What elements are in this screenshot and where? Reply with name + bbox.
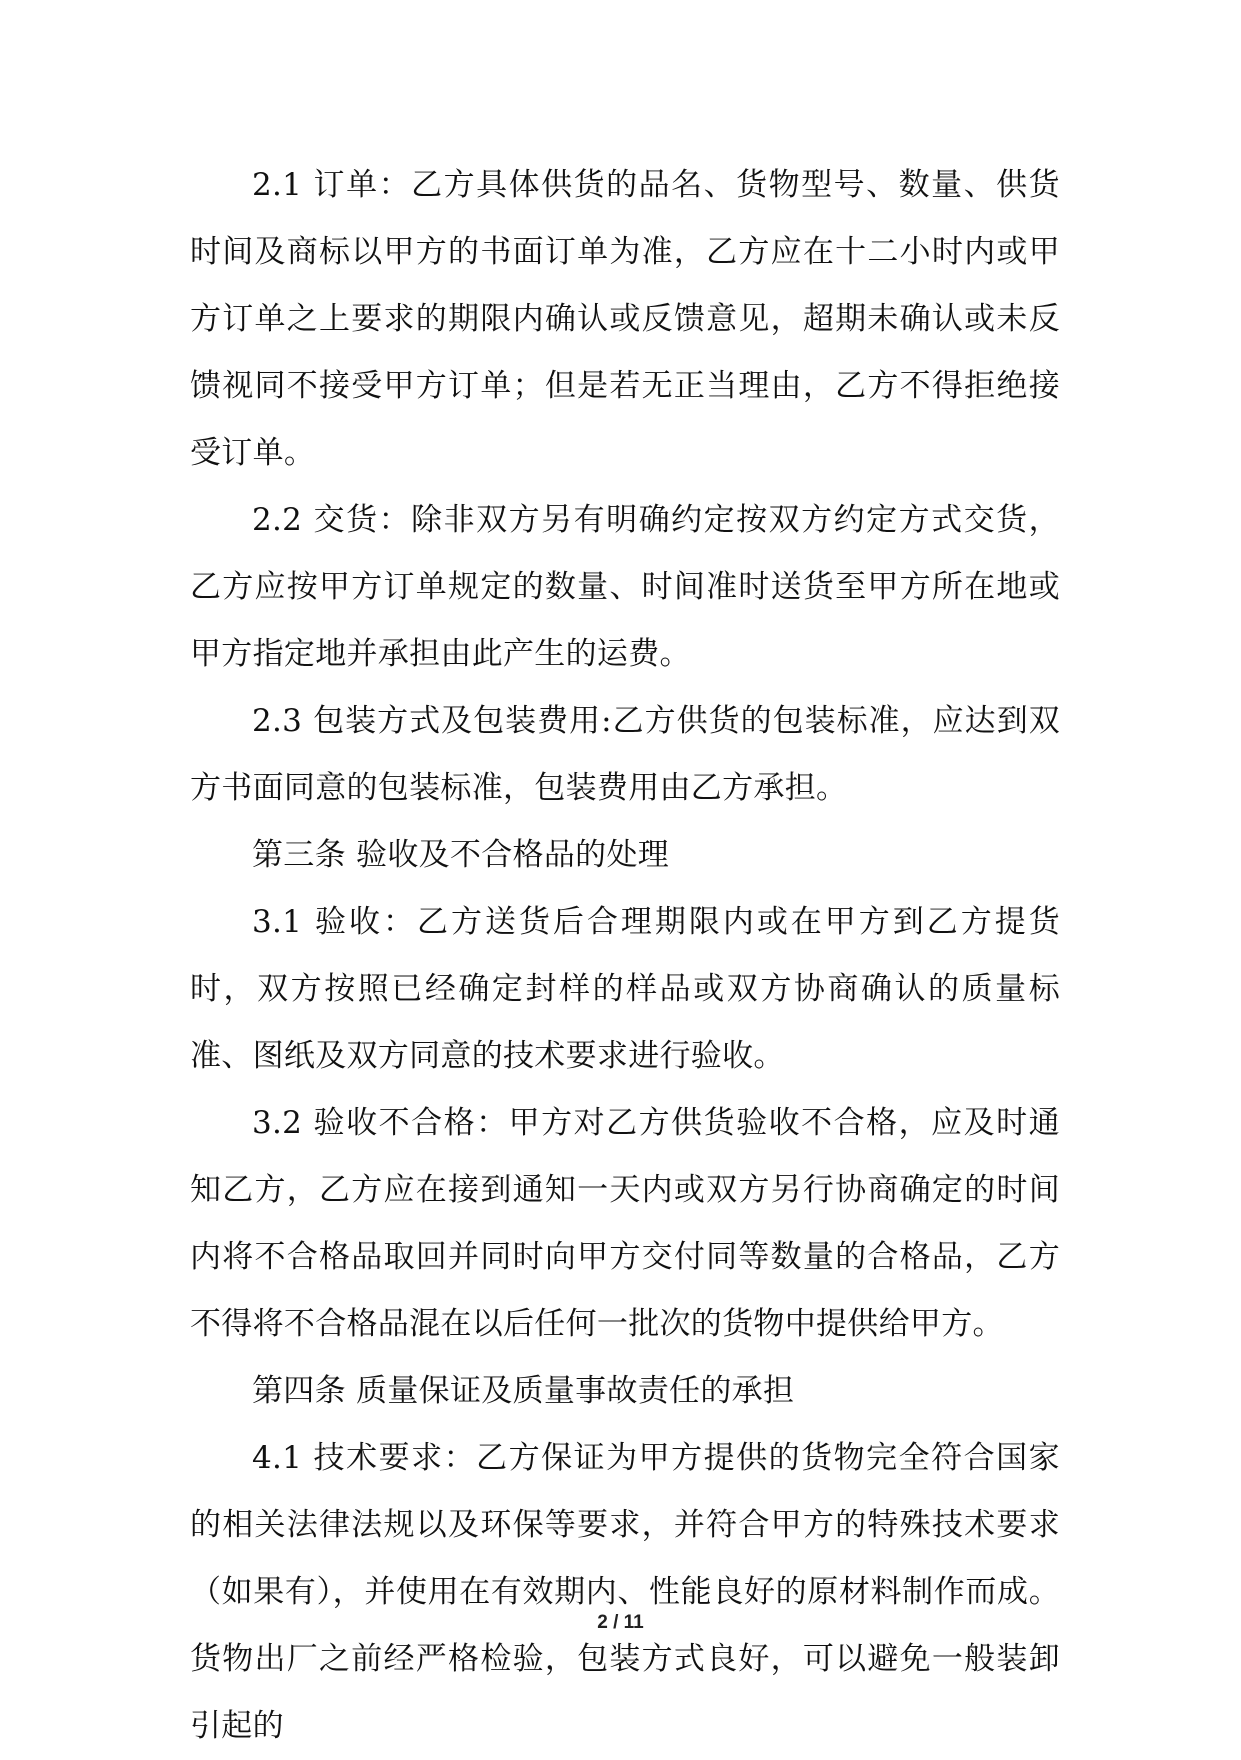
paragraph-3-2-nonconforming: 3.2 验收不合格：甲方对乙方供货验收不合格，应及时通知乙方，乙方应在接到通知一天内或双方另行协商确定的时间内将不合格品取回并同时向甲方交付同等数量的合格品，乙方不得将不合格品混在以后任何一批次的货物中提供给甲方。 [190, 1105, 1060, 1342]
paragraph-2-3-packaging: 2.3 包装方式及包装费用:乙方供货的包装标准，应达到双方书面同意的包装标准，包装费用由乙方承担。 [190, 703, 1060, 806]
paragraph-2-1-order: 2.1 订单：乙方具体供货的品名、货物型号、数量、供货时间及商标以甲方的书面订单为准，乙方应在十二小时内或甲方订单之上要求的期限内确认或反馈意见，超期未确认或未反馈视同不接受甲方订单；但是若无正当理由，乙方不得拒绝接受订单。 [190, 167, 1060, 471]
page-number: 2 / 11 [597, 1612, 644, 1633]
document-body [190, 152, 1060, 1760]
heading-article-3: 第三条 验收及不合格品的处理 [252, 837, 670, 873]
heading-article-4: 第四条 质量保证及质量事故责任的承担 [252, 1373, 795, 1409]
paragraph-2-2-delivery: 2.2 交货：除非双方另有明确约定按双方约定方式交货，乙方应按甲方订单规定的数量、时间准时送货至甲方所在地或甲方指定地并承担由此产生的运费。 [190, 502, 1060, 672]
paragraph-4-1-technical-requirements: 4.1 技术要求：乙方保证为甲方提供的货物完全符合国家的相关法律法规以及环保等要求，并符合甲方的特殊技术要求（如果有），并使用在有效期内、性能良好的原材料制作而成。货物出厂之前经严格检验，包装方式良好，可以避免一般装卸引起的 [190, 1440, 1060, 1744]
paragraph-3-1-acceptance: 3.1 验收：乙方送货后合理期限内或在甲方到乙方提货时，双方按照已经确定封样的样品或双方协商确认的质量标准、图纸及双方同意的技术要求进行验收。 [190, 904, 1060, 1074]
